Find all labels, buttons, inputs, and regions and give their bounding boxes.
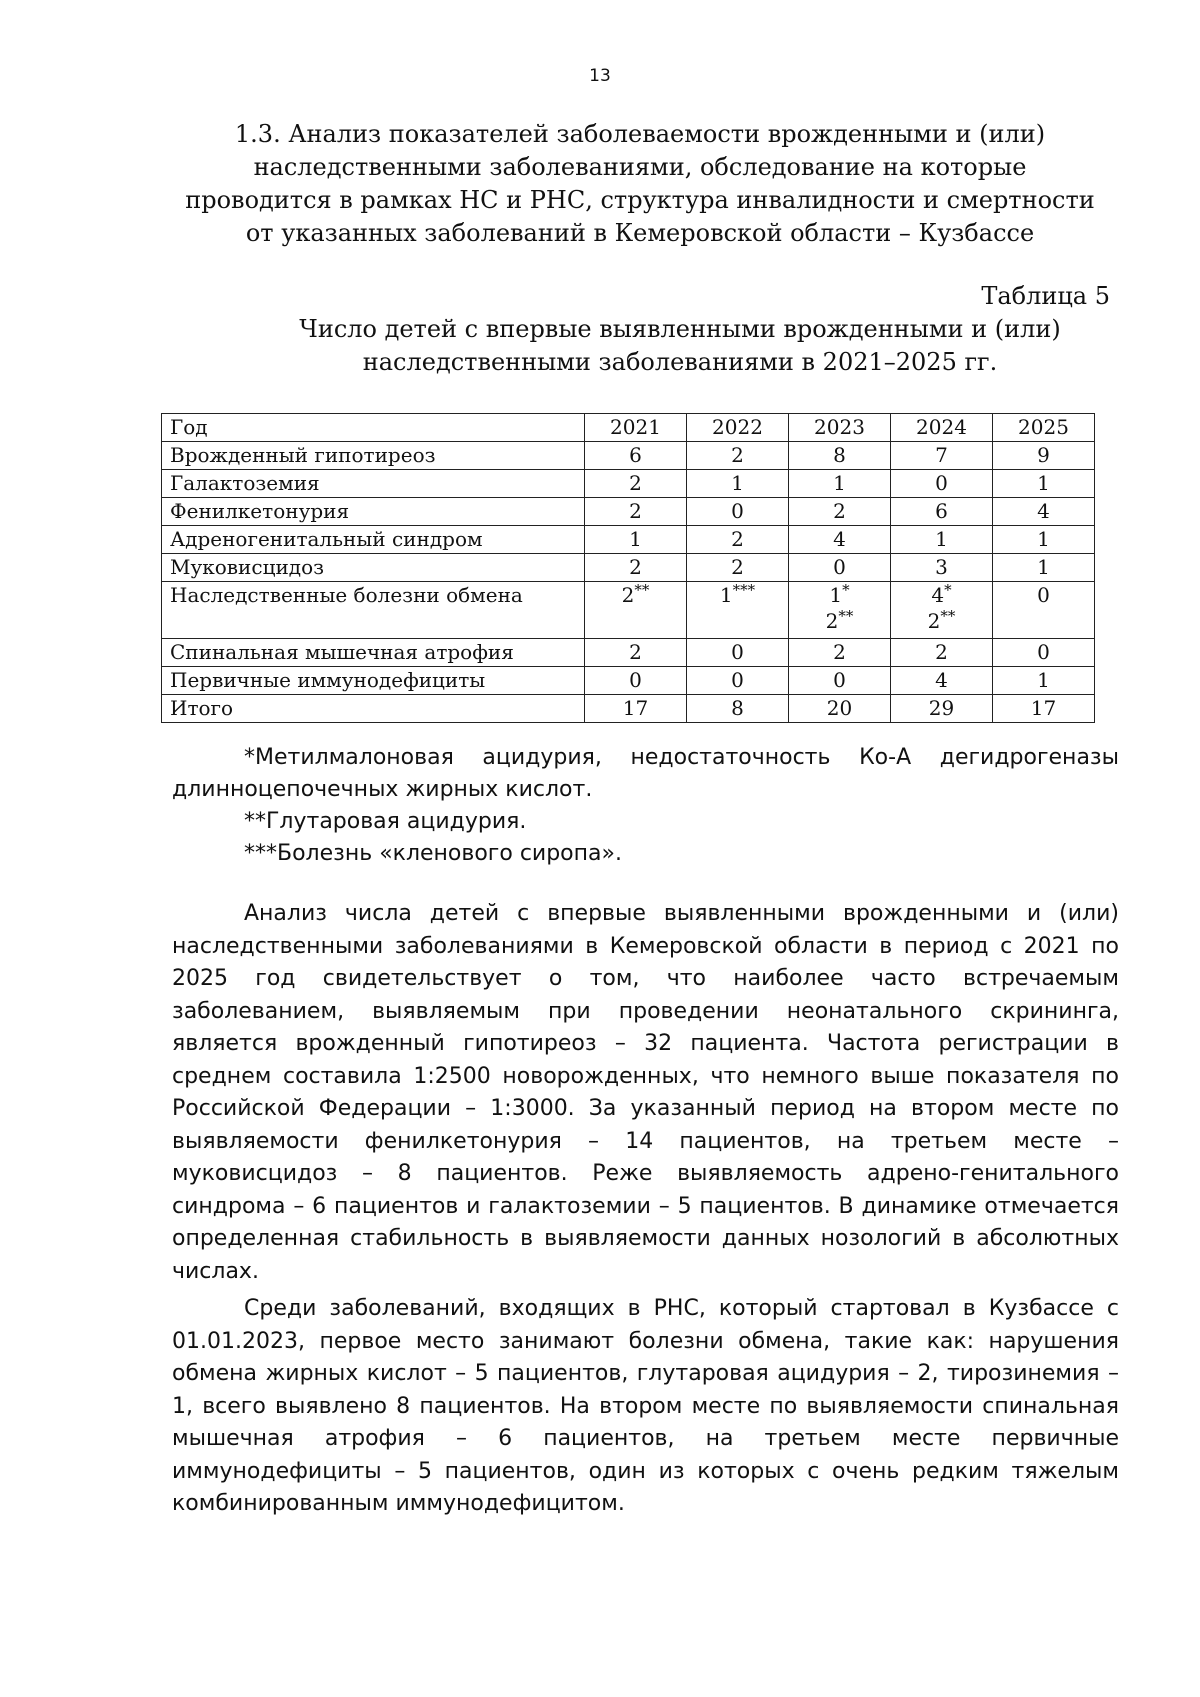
row-label: Фенилкетонурия xyxy=(162,498,585,526)
table-cell xyxy=(687,582,789,639)
table-cell: 2 xyxy=(687,526,789,554)
table-cell: 0 xyxy=(687,639,789,667)
footnote-marker: ** xyxy=(244,809,266,834)
table-cell: 2 xyxy=(585,498,687,526)
header-cell: Год xyxy=(162,414,585,442)
table-cell: 7 xyxy=(891,442,993,470)
row-label: Галактоземия xyxy=(162,470,585,498)
header-cell: 2023 xyxy=(789,414,891,442)
table-cell: 1 xyxy=(993,526,1095,554)
table-total-row xyxy=(162,695,1095,723)
row-label: Муковисцидоз xyxy=(162,554,585,582)
table-cell: 2 xyxy=(585,470,687,498)
table-footnotes xyxy=(172,742,1119,870)
footnote-marker: * xyxy=(244,745,255,770)
table-cell: 1 xyxy=(789,470,891,498)
table-row xyxy=(162,639,1095,667)
table-cell: 8 xyxy=(687,695,789,723)
table-cell xyxy=(789,582,891,639)
table-cell: 1 xyxy=(891,526,993,554)
cell-value: 2 xyxy=(825,609,839,633)
table-cell: 17 xyxy=(993,695,1095,723)
row-label: Адреногенитальный синдром xyxy=(162,526,585,554)
table-cell: 6 xyxy=(585,442,687,470)
table-cell xyxy=(891,582,993,639)
table-cell: 9 xyxy=(993,442,1095,470)
table-cell: 1 xyxy=(993,470,1095,498)
table-cell: 2 xyxy=(789,639,891,667)
row-label: Первичные иммунодефициты xyxy=(162,667,585,695)
table-row xyxy=(162,554,1095,582)
header-cell: 2021 xyxy=(585,414,687,442)
body-paragraph: Среди заболеваний, входящих в РНС, который стартовал в Кузбассе с 01.01.2023, первое место занимают болезни обмена, такие как: нарушения обмена жирных кислот – 5 пациентов, глутаровая ацидурия – 2, тирозинемия – 1, всего выявлено 8 пациентов. На втором месте по выявляемости спинальная мышечная атрофия – 6 пациентов, на третьем месте первичные иммунодефициты – 5 пациентов, один из которых с очень редким тяжелым комбинированным иммунодефицитом. xyxy=(172,1296,1119,1516)
footnote-1 xyxy=(172,742,1119,806)
table-cell xyxy=(585,582,687,639)
row-label: Спинальная мышечная атрофия xyxy=(162,639,585,667)
table-cell: 2 xyxy=(687,442,789,470)
footnote-marker: *** xyxy=(732,581,756,599)
table-cell: 0 xyxy=(687,667,789,695)
table-row xyxy=(162,667,1095,695)
table-row xyxy=(162,498,1095,526)
table-label: Таблица 5 xyxy=(981,282,1110,310)
table-cell: 3 xyxy=(891,554,993,582)
page-number: 13 xyxy=(589,66,611,86)
table-cell: 4 xyxy=(993,498,1095,526)
section-heading: 1.3. Анализ показателей заболеваемости врожденными и (или) наследственными заболеваниями, обследование на которые проводится в рамках НС и РНС, структура инвалидности и смертности от указанных заболеваний в Кемеровской области – Кузбассе xyxy=(185,120,1095,247)
table-cell: 1 xyxy=(687,470,789,498)
table-header-row xyxy=(162,414,1095,442)
table-cell: 2 xyxy=(585,639,687,667)
footnote-3 xyxy=(172,838,1119,870)
cell-value: 2 xyxy=(621,583,635,607)
table-cell: 0 xyxy=(585,667,687,695)
footnote-2 xyxy=(172,806,1119,838)
header-cell: 2024 xyxy=(891,414,993,442)
table-caption: Число детей с впервые выявленными врожденными и (или) наследственными заболеваниями в 2021–2025 гг. xyxy=(299,315,1061,376)
table-cell: 29 xyxy=(891,695,993,723)
footnote-marker: ** xyxy=(940,607,956,625)
table-cell: 0 xyxy=(891,470,993,498)
footnote-marker: * xyxy=(842,581,850,599)
footnote-marker: *** xyxy=(244,841,277,866)
table-cell: 2 xyxy=(687,554,789,582)
table-row xyxy=(162,526,1095,554)
table-row xyxy=(162,470,1095,498)
table-cell: 2 xyxy=(789,498,891,526)
body-paragraph: Анализ числа детей с впервые выявленными врожденными и (или) наследственными заболеваниями в Кемеровской области в период с 2021 по 2025 год свидетельствует о том, что наиболее часто встречаемым заболеванием, выявляемым при проведении неонатального скрининга, является врожденный гипотиреоз – 32 пациента. Частота регистрации в среднем составила 1:2500 новорожденных, что немного выше показателя по Российской Федерации – 1:3000. За указанный период на втором месте по выявляемости фенилкетонурия – 14 пациентов, на третьем месте – муковисцидоз – 8 пациентов. Реже выявляемость адрено-генитального синдрома – 6 пациентов и галактоземии – 5 пациентов. В динамике отмечается определенная стабильность в выявляемости данных нозологий в абсолютных числах. xyxy=(172,901,1119,1284)
table-row xyxy=(162,582,1095,639)
row-label: Итого xyxy=(162,695,585,723)
cell-value: 4 xyxy=(931,583,945,607)
cell-value: 1 xyxy=(829,583,843,607)
table-cell: 2 xyxy=(585,554,687,582)
table-cell: 0 xyxy=(789,667,891,695)
footnote-text: Болезнь «кленового сиропа». xyxy=(277,841,622,866)
table-cell: 0 xyxy=(993,582,1095,639)
table-cell: 1 xyxy=(585,526,687,554)
table-cell: 20 xyxy=(789,695,891,723)
table-cell: 0 xyxy=(993,639,1095,667)
table-cell: 4 xyxy=(789,526,891,554)
cell-value: 1 xyxy=(719,583,733,607)
footnote-text: Метилмалоновая ацидурия, недостаточность Ко-А дегидрогеназы длинноцепочечных жирных кислот. xyxy=(172,745,1119,802)
table-cell: 0 xyxy=(789,554,891,582)
table-cell: 1 xyxy=(993,667,1095,695)
table-cell: 0 xyxy=(687,498,789,526)
footnote-marker: * xyxy=(944,581,952,599)
row-label: Наследственные болезни обмена xyxy=(162,582,585,639)
table-row xyxy=(162,442,1095,470)
footnote-marker: ** xyxy=(838,607,854,625)
table-cell: 8 xyxy=(789,442,891,470)
cell-value: 2 xyxy=(927,609,941,633)
footnote-text: Глутаровая ацидурия. xyxy=(266,809,527,834)
table-cell: 2 xyxy=(891,639,993,667)
table-cell: 1 xyxy=(993,554,1095,582)
header-cell: 2025 xyxy=(993,414,1095,442)
incidence-table xyxy=(161,413,1095,723)
table-cell: 17 xyxy=(585,695,687,723)
row-label: Врожденный гипотиреоз xyxy=(162,442,585,470)
table-cell: 6 xyxy=(891,498,993,526)
table-cell: 4 xyxy=(891,667,993,695)
footnote-marker: ** xyxy=(634,581,650,599)
header-cell: 2022 xyxy=(687,414,789,442)
